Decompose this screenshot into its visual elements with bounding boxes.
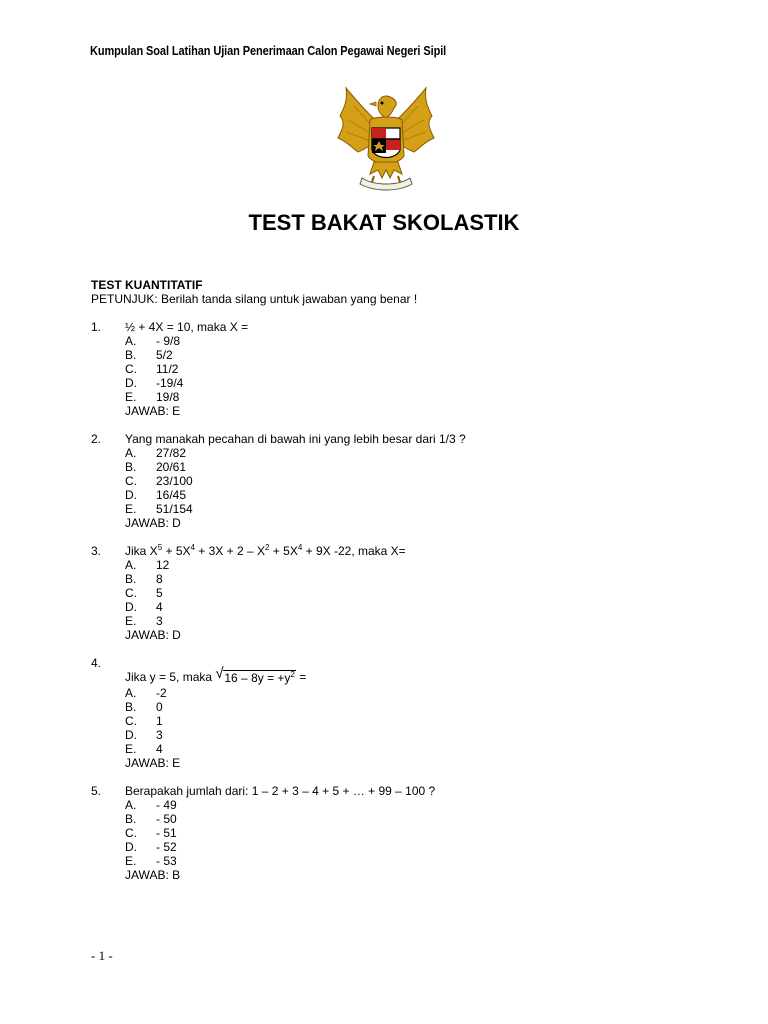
question-content xyxy=(91,278,466,882)
option-e: E. 51/154 xyxy=(125,502,193,516)
question-4 xyxy=(91,656,417,770)
question-3 xyxy=(91,544,417,642)
running-header: Kumpulan Soal Latihan Ujian Penerimaan Calon Pegawai Negeri Sipil xyxy=(90,44,447,58)
question-text: Yang manakah pecahan di bawah ini yang lebih besar dari 1/3 ? xyxy=(125,432,466,446)
question-number: 4. xyxy=(91,656,102,670)
option-d: D. - 52 xyxy=(125,840,177,854)
option-b: B. 8 xyxy=(125,572,163,586)
option-c: C. - 51 xyxy=(125,826,177,840)
answer-key: JAWAB: B xyxy=(125,868,181,882)
option-a: A. - 9/8 xyxy=(125,334,181,348)
question-number: 2. xyxy=(91,432,102,446)
option-d: D. 3 xyxy=(125,728,163,742)
question-text: Jika y = 5, maka √ $16 - 8y = +y^2$ = xyxy=(125,665,307,686)
option-c: C. 23/100 xyxy=(125,474,193,488)
answer-key: JAWAB: D xyxy=(125,516,181,530)
question-number: 1. xyxy=(91,320,102,334)
option-e: E. 4 xyxy=(125,742,163,756)
section-title: TEST KUANTITATIF xyxy=(91,278,203,292)
square-root-expression: √ $16 - 8y = +y^2$ xyxy=(215,665,295,686)
option-e: E. - 53 xyxy=(125,854,177,868)
option-a: A. - 49 xyxy=(125,798,177,812)
question-number: 5. xyxy=(91,784,102,798)
option-a: A. 12 xyxy=(125,558,170,572)
answer-key: JAWAB: D xyxy=(125,628,181,642)
question-2 xyxy=(91,432,466,530)
option-a: A. 27/82 xyxy=(125,446,187,460)
instructions: PETUNJUK: Berilah tanda silang untuk jawaban yang benar ! xyxy=(91,292,418,306)
option-e: E. 3 xyxy=(125,614,163,628)
option-d: D. -19/4 xyxy=(125,376,184,390)
radical-sign-icon: √ xyxy=(215,665,224,683)
question-text: Berapakah jumlah dari: 1 – 2 + 3 – 4 + 5 + … + 99 – 100 ? xyxy=(125,784,436,798)
option-a: A. -2 xyxy=(125,686,167,700)
option-b: B. 5/2 xyxy=(125,348,173,362)
option-c: C. 11/2 xyxy=(125,362,179,376)
option-c: C. 5 xyxy=(125,586,163,600)
question-text: ½ + 4X = 10, maka X = xyxy=(125,320,249,334)
option-d: D. 16/45 xyxy=(125,488,187,502)
question-1 xyxy=(91,320,417,418)
answer-key: JAWAB: E xyxy=(125,756,181,770)
garuda-emblem-icon xyxy=(334,86,438,194)
document-title: TEST BAKAT SKOLASTIK xyxy=(248,210,520,235)
page-number: - 1 - xyxy=(91,948,113,963)
question-number: 3. xyxy=(91,544,102,558)
option-b: B. 20/61 xyxy=(125,460,187,474)
answer-key: JAWAB: E xyxy=(125,404,181,418)
option-b: B. 0 xyxy=(125,700,163,714)
option-c: C. 1 xyxy=(125,714,163,728)
question-5 xyxy=(91,784,436,882)
option-e: E. 19/8 xyxy=(125,390,180,404)
question-text: Jika $X^5 + 5X^4 + 3X + 2 - X^2 + 5X^4 + 9X$ -22, maka X= xyxy=(125,543,406,558)
option-b: B. - 50 xyxy=(125,812,177,826)
option-d: D. 4 xyxy=(125,600,163,614)
